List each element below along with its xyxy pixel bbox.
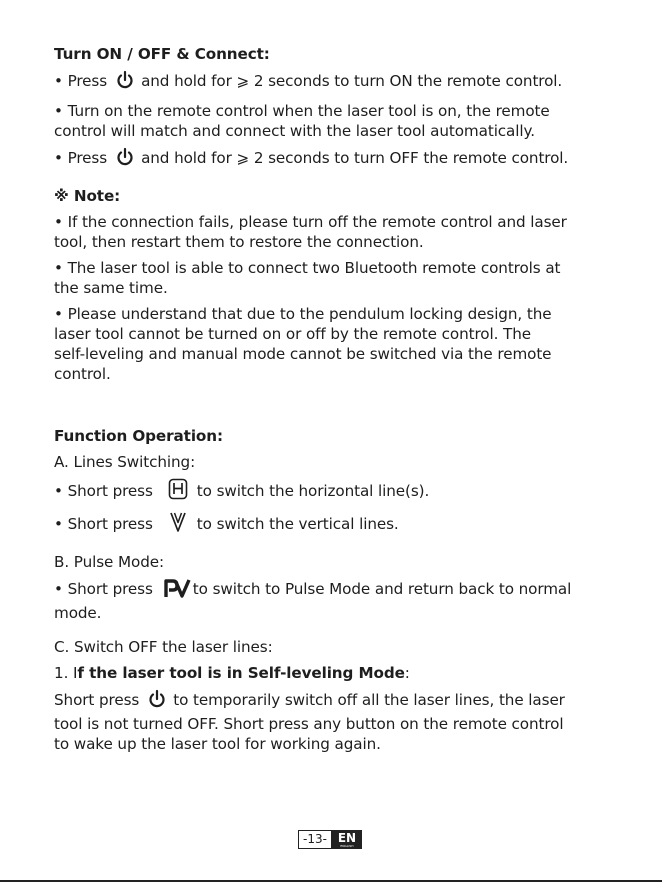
connect-heading: Turn ON / OFF & Connect:: [54, 45, 270, 63]
bullet-3-text: and hold for ⩾ 2 seconds to turn OFF the remote control.: [141, 149, 569, 167]
connect-bullet-3: [54, 147, 614, 172]
line-prefix: Short press: [54, 691, 140, 709]
note-heading: ※ Note:: [54, 187, 121, 205]
bullet-prefix: • Short press: [54, 580, 153, 598]
pulse-mode-heading: B. Pulse Mode:: [54, 553, 164, 571]
switch-off-line-2: tool is not turned OFF. Short press any button on the remote control: [54, 715, 564, 733]
note-1-line-1: • If the connection fails, please turn off the remote control and laser: [54, 213, 567, 231]
language-name: ENGLISH: [340, 843, 354, 848]
subheading-text: f the laser tool is in Self-leveling Mode: [77, 664, 405, 682]
line-text: to temporarily switch off all the laser lines, the laser: [173, 691, 565, 709]
note-3-line-1: • Please understand that due to the pendulum locking design, the: [54, 305, 552, 323]
note-1-line-2: tool, then restart them to restore the connection.: [54, 233, 424, 251]
switch-off-line-3: to wake up the laser tool for working again.: [54, 735, 381, 753]
self-leveling-subheading: [54, 663, 614, 683]
vertical-lines-icon: [163, 511, 195, 538]
bullet-prefix: • Short press: [54, 482, 153, 500]
power-icon: [115, 70, 135, 95]
power-icon: [115, 147, 135, 172]
note-2-line-1: • The laser tool is able to connect two Bluetooth remote controls at: [54, 259, 561, 277]
function-heading: Function Operation:: [54, 427, 223, 445]
note-2-line-2: the same time.: [54, 279, 168, 297]
subheading-colon: :: [404, 664, 410, 682]
bullet-text: to switch to Pulse Mode and return back to normal: [192, 580, 572, 598]
note-3-line-4: control.: [54, 365, 111, 383]
note-3-line-2: laser tool cannot be turned on or off by the remote control. The: [54, 325, 531, 343]
lines-switching-bullet-1: [54, 478, 614, 505]
bottom-divider: [0, 880, 662, 882]
pulse-mode-icon: [163, 578, 193, 603]
switch-off-line-1: [54, 689, 614, 714]
bullet-text: to switch the horizontal line(s).: [196, 482, 430, 500]
pulse-mode-bullet: [54, 578, 614, 603]
pulse-mode-line-2: mode.: [54, 604, 102, 622]
bullet-1-text: and hold for ⩾ 2 seconds to turn ON the remote control.: [141, 72, 563, 90]
bullet-prefix: • Short press: [54, 515, 153, 533]
connect-bullet-2-line-2: control will match and connect with the laser tool automatically.: [54, 122, 535, 140]
note-3-line-3: self-leveling and manual mode cannot be switched via the remote: [54, 345, 552, 363]
lines-switching-heading: A. Lines Switching:: [54, 453, 196, 471]
bullet-1-prefix: • Press: [54, 72, 108, 90]
power-icon: [147, 689, 167, 714]
subheading-number: 1. I: [54, 664, 78, 682]
lines-switching-bullet-2: [54, 511, 614, 538]
language-badge: [332, 830, 362, 849]
switch-off-heading: C. Switch OFF the laser lines:: [54, 638, 273, 656]
bullet-text: to switch the vertical lines.: [196, 515, 399, 533]
connect-bullet-1: [54, 70, 614, 95]
page-footer: [298, 830, 362, 849]
horizontal-lines-icon: [163, 478, 195, 505]
connect-bullet-2-line-1: • Turn on the remote control when the laser tool is on, the remote: [54, 102, 550, 120]
bullet-3-prefix: • Press: [54, 149, 108, 167]
manual-page: [54, 44, 614, 754]
language-code: EN: [337, 830, 357, 845]
page-number: -13-: [298, 830, 332, 849]
